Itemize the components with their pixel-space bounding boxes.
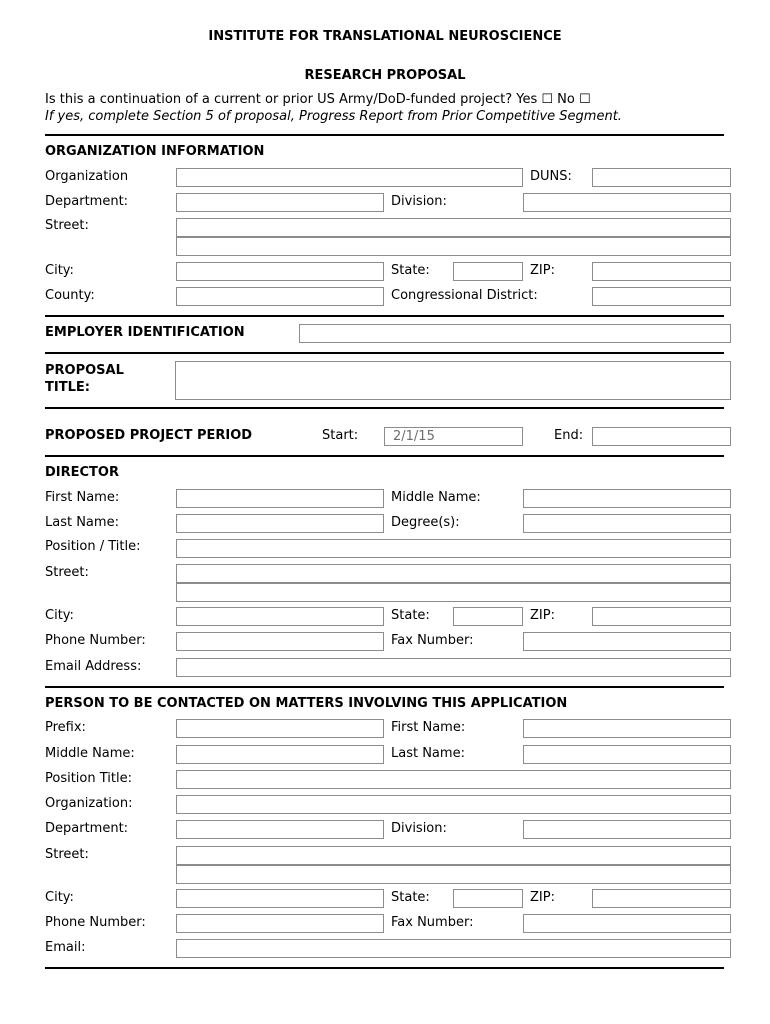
contact-organization-input[interactable] <box>176 795 731 814</box>
contact-last-name-input[interactable] <box>523 745 731 764</box>
director-degrees-label: Degree(s): <box>391 515 460 530</box>
director-first-name-input[interactable] <box>176 489 384 508</box>
org-city-label: City: <box>45 263 74 278</box>
org-division-label: Division: <box>391 194 447 209</box>
duns-input[interactable] <box>592 168 731 187</box>
organization-input[interactable] <box>176 168 523 187</box>
director-phone-input[interactable] <box>176 632 384 651</box>
contact-first-name-label: First Name: <box>391 720 466 735</box>
organization-section-heading: ORGANIZATION INFORMATION <box>45 144 265 159</box>
continuation-instructions: If yes, complete Section 5 of proposal, Progress Report from Prior Competitive Segment. <box>45 109 622 124</box>
org-state-label: State: <box>391 263 430 278</box>
section-divider <box>45 315 724 317</box>
director-state-input[interactable] <box>453 607 523 626</box>
county-label: County: <box>45 288 95 303</box>
contact-email-input[interactable] <box>176 939 731 958</box>
org-street-label: Street: <box>45 218 89 233</box>
director-section-heading: DIRECTOR <box>45 465 119 480</box>
contact-email-label: Email: <box>45 940 86 955</box>
section-divider <box>45 686 724 688</box>
org-street-input-line2[interactable] <box>176 237 731 256</box>
org-street-input-line1[interactable] <box>176 218 731 237</box>
county-input[interactable] <box>176 287 384 306</box>
contact-state-label: State: <box>391 890 430 905</box>
contact-middle-name-input[interactable] <box>176 745 384 764</box>
contact-phone-input[interactable] <box>176 914 384 933</box>
org-department-input[interactable] <box>176 193 384 212</box>
duns-label: DUNS: <box>530 169 572 184</box>
contact-position-input[interactable] <box>176 770 731 789</box>
end-label: End: <box>554 428 584 443</box>
director-city-input[interactable] <box>176 607 384 626</box>
form-title: RESEARCH PROPOSAL <box>304 68 466 83</box>
section-divider <box>45 134 724 136</box>
director-middle-name-label: Middle Name: <box>391 490 481 505</box>
continuation-question: Is this a continuation of a current or prior US Army/DoD-funded project? Yes ☐ No ☐ <box>45 92 591 107</box>
contact-phone-label: Phone Number: <box>45 915 146 930</box>
contact-organization-label: Organization: <box>45 796 133 811</box>
org-city-input[interactable] <box>176 262 384 281</box>
contact-zip-label: ZIP: <box>530 890 555 905</box>
proposal-title-input[interactable] <box>175 361 731 400</box>
contact-section-heading: PERSON TO BE CONTACTED ON MATTERS INVOLVING THIS APPLICATION <box>45 696 568 711</box>
director-middle-name-input[interactable] <box>523 489 731 508</box>
director-last-name-input[interactable] <box>176 514 384 533</box>
institute-title: INSTITUTE FOR TRANSLATIONAL NEUROSCIENCE <box>208 29 562 44</box>
director-zip-label: ZIP: <box>530 608 555 623</box>
director-state-label: State: <box>391 608 430 623</box>
org-department-label: Department: <box>45 194 129 209</box>
director-fax-label: Fax Number: <box>391 633 474 648</box>
contact-street-label: Street: <box>45 847 89 862</box>
contact-street-input-line2[interactable] <box>176 865 731 884</box>
contact-first-name-input[interactable] <box>523 719 731 738</box>
director-last-name-label: Last Name: <box>45 515 119 530</box>
contact-city-input[interactable] <box>176 889 384 908</box>
contact-street-input-line1[interactable] <box>176 846 731 865</box>
proposal-title-label-line2: TITLE: <box>45 380 90 395</box>
contact-division-input[interactable] <box>523 820 731 839</box>
org-division-input[interactable] <box>523 193 731 212</box>
director-fax-input[interactable] <box>523 632 731 651</box>
congressional-district-label: Congressional District: <box>391 288 538 303</box>
employer-identification-label: EMPLOYER IDENTIFICATION <box>45 325 245 340</box>
director-position-input[interactable] <box>176 539 731 558</box>
director-email-label: Email Address: <box>45 659 142 674</box>
director-email-input[interactable] <box>176 658 731 677</box>
contact-department-label: Department: <box>45 821 129 836</box>
director-street-label: Street: <box>45 565 89 580</box>
congressional-district-input[interactable] <box>592 287 731 306</box>
contact-division-label: Division: <box>391 821 447 836</box>
contact-city-label: City: <box>45 890 74 905</box>
start-label: Start: <box>322 428 359 443</box>
contact-department-input[interactable] <box>176 820 384 839</box>
start-date-input[interactable] <box>384 427 523 446</box>
section-divider <box>45 455 724 457</box>
director-zip-input[interactable] <box>592 607 731 626</box>
director-street-input-line2[interactable] <box>176 583 731 602</box>
contact-middle-name-label: Middle Name: <box>45 746 135 761</box>
contact-fax-input[interactable] <box>523 914 731 933</box>
org-state-input[interactable] <box>453 262 523 281</box>
org-zip-label: ZIP: <box>530 263 555 278</box>
contact-zip-input[interactable] <box>592 889 731 908</box>
section-divider <box>45 352 724 354</box>
organization-label: Organization <box>45 169 129 184</box>
proposal-title-label-line1: PROPOSAL <box>45 363 124 378</box>
end-date-input[interactable] <box>592 427 731 446</box>
section-divider <box>45 407 724 409</box>
employer-identification-input[interactable] <box>299 324 731 343</box>
director-degrees-input[interactable] <box>523 514 731 533</box>
director-street-input-line1[interactable] <box>176 564 731 583</box>
director-city-label: City: <box>45 608 74 623</box>
contact-state-input[interactable] <box>453 889 523 908</box>
contact-prefix-label: Prefix: <box>45 720 86 735</box>
contact-fax-label: Fax Number: <box>391 915 474 930</box>
director-first-name-label: First Name: <box>45 490 120 505</box>
project-period-heading: PROPOSED PROJECT PERIOD <box>45 428 253 443</box>
contact-position-label: Position Title: <box>45 771 132 786</box>
director-position-label: Position / Title: <box>45 539 141 554</box>
section-divider <box>45 967 724 969</box>
contact-last-name-label: Last Name: <box>391 746 465 761</box>
director-phone-label: Phone Number: <box>45 633 146 648</box>
contact-prefix-input[interactable] <box>176 719 384 738</box>
org-zip-input[interactable] <box>592 262 731 281</box>
